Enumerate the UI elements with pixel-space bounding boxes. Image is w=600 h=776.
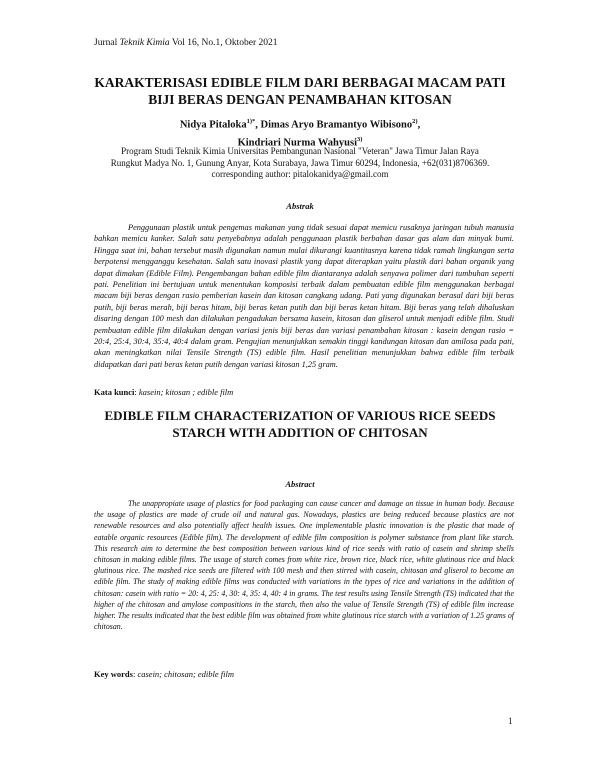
author-2-affil: 2) bbox=[412, 118, 418, 125]
title-indonesian: KARAKTERISASI EDIBLE FILM DARI BERBAGAI MACAM PATI BIJI BERAS DENGAN PENAMBAHAN KITOSAN bbox=[94, 75, 506, 107]
author-1: Nidya Pitaloka bbox=[179, 119, 247, 131]
abstrak-text: Penggunaan plastik untuk pengemas makanan yang tidak sesuai dapat memicu rusaknya jaringan tubuh manusia bahkan memicu kanker. Salah satu penyebabnya adalah penggunaan plastik berbahan dasar gas alam dan minyak bumi. Hingga saat ini, bahan tersebut masih digunakan namun mulai dikurangi kuantitasnya karena tidak ramah lingkungan serta berpotensi mengganggu kesehatan. Salah satu inovasi plastik yang dapat diterapkan yaitu plastik dari bahan organik yang dapat dimakan (Edible Film). Pengembangan bahan edible film diantaranya adalah senyawa polimer dari tumbuhan seperti pati. Penelitian ini bertujuan untuk menentukan komposisi terbaik dalam pembuatan edible film menggunakan berbagai macam biji beras dengan rasio pemberian kasein dan kitosan cangkang udang. Pati yang digunakan berasal dari biji beras putih, biji beras merah, biji beras hitam, biji beras ketan putih dan biji beras ketan hitam. Biji beras yang telah dihaluskan disaring dengan 100 mesh dan dilakukan pengadukan bersama kasein, kitosan dan gliserol untuk menjadi edible film. Studi pembuatan edible film dilakukan dengan variasi jenis biji beras dan variasi penambahan kitosan : kasein dengan rasio = 20:4, 25:4, 30:4, 35:4, 40:4 dalam gram. Pengujian menunjukkan semakin tinggi kandungan kitosan dan amilosa pada pati, akan meningkatkan nilai Tensile Strength (TS) edible film. Hasil penelitian menunjukkan bahwa edible film terbaik didapatkan dari pati beras ketan putih dengan variasi kitosan 1,25 gram. bbox=[94, 223, 514, 369]
page-number: 1 bbox=[508, 716, 513, 726]
keywords-sep: : bbox=[132, 669, 138, 679]
author-list bbox=[100, 115, 500, 150]
kata-kunci-sep: : bbox=[134, 387, 139, 397]
keywords-label: Key words bbox=[94, 669, 133, 679]
title-english: EDIBLE FILM CHARACTERIZATION OF VARIOUS RICE SEEDS STARCH WITH ADDITION OF CHITOSAN bbox=[104, 408, 496, 440]
affiliation-line-2: Rungkut Madya No. 1, Gunung Anyar, Kota Surabaya, Jawa Timur 60294, Indonesia, +62(031)8706369. bbox=[110, 157, 490, 168]
keywords bbox=[94, 669, 234, 679]
author-1-affil: 1)* bbox=[246, 118, 256, 125]
header-prefix: Jurnal bbox=[94, 38, 120, 48]
abstrak-heading: Abstrak bbox=[286, 201, 314, 211]
author-2: , Dimas Aryo Bramantyo Wibisono bbox=[255, 119, 413, 131]
author-3-affil: 3) bbox=[357, 135, 363, 143]
kata-kunci bbox=[94, 387, 233, 397]
abstract-text: The unappropiate usage of plastics for food packaging can cause cancer and damage on tissue in human body. Because the usage of plastics are made of crude oil and natural gas. Nowadays, plastics are being reduced because plastics are not renewable resources and also potentially affect health issues. One implementable plastic innovation is the plastic that made of eatable organic resources (Edible film). The development of edible film composition is polymer substance from plant like starch. This research aim to determine the best composition between various kind of rice seeds with ratio of casein and shrimp shells chitosan in making edible films. The usage of starch comes from white rice, brown rice, black rice, white glutinous rice and black glutinous rice. The mashed rice seeds are filtered with 100 mesh and then stirred with casein, chitosan and gliserol to become an edible film. The study of making edible films was conducted with variations in the types of rice and variations in the addition of chitosan: casein with ratio = 20: 4, 25: 4, 30: 4, 35: 4, 40: 4 in grams. The test results using Tensile Strength (TS) indicated that the higher of the chitosan and amylose compositions in the starch, then also the value of Tensile Strength (TS) of edible film increase higher. The results indicated that the best edible film was obtained from white glutinous rice starch with a variation of 1.25 grams of chitosan. bbox=[94, 499, 514, 632]
author-2-comma: , bbox=[417, 119, 421, 131]
abstract-heading: Abstract bbox=[285, 479, 315, 489]
corresponding-author: corresponding author: pitalokanidya@gmail.com bbox=[211, 169, 389, 179]
header-volume: Vol 16, No.1, Oktober 2021 bbox=[169, 38, 278, 48]
kata-kunci-label: Kata kunci bbox=[94, 387, 135, 397]
header-journal-name: Teknik Kimia bbox=[119, 38, 170, 48]
author-3: Kindriari Nurma Wahyusi bbox=[237, 137, 357, 148]
affiliation-line-1: Program Studi Teknik Kimia Universitas Pembangunan Nasional "Veteran" Jawa Timur Jalan Raya bbox=[121, 146, 479, 156]
affiliation bbox=[90, 146, 510, 181]
running-header bbox=[94, 38, 278, 48]
kata-kunci-value: kasein; kitosan ; edible film bbox=[138, 387, 234, 397]
keywords-value: casein; chitosan; edible film bbox=[137, 669, 235, 679]
